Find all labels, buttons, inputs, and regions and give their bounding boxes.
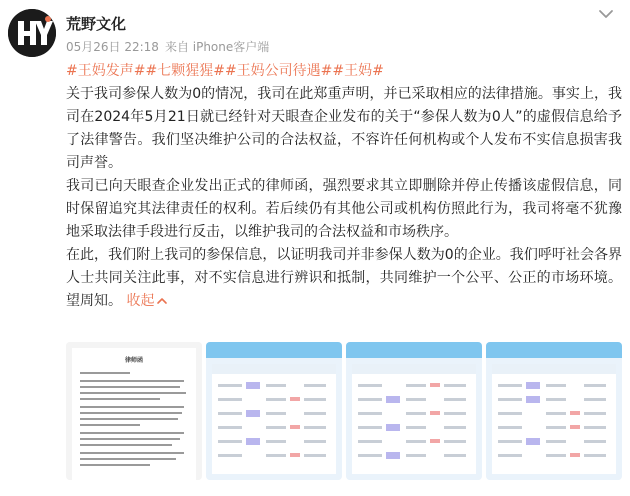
- post-paragraph: 关于我司参保人数为0的情况，我司在此郑重声明，并已采取相应的法律措施。事实上，我司在2024年5月21日就已经针对天眼查企业发布的关于“参保人数为0人”的虚假信息给予了法律警告。我们坚决维护公司的合法权益，不容许任何机构或个人发布不实信息损害我司声誉。: [66, 86, 622, 171]
- document-heading: 律师函: [124, 357, 144, 364]
- image-thumbnail-insurance-record[interactable]: [486, 342, 622, 480]
- chevron-up-icon: [156, 296, 168, 306]
- avatar[interactable]: [8, 9, 56, 57]
- post-date: 05月26日 22:18: [66, 40, 159, 54]
- post-source: 来自 iPhone客户端: [164, 40, 270, 54]
- author-name[interactable]: 荒野文化: [66, 15, 127, 33]
- hashtag-link[interactable]: #王妈发声#: [66, 63, 146, 79]
- post-content: [66, 60, 622, 313]
- more-options-button[interactable]: [594, 6, 618, 22]
- table-image-icon: [486, 342, 622, 480]
- document-image-icon: [66, 342, 202, 480]
- brand-logo-icon: [8, 9, 56, 57]
- hashtag-link[interactable]: #七颗猩猩#: [145, 63, 225, 79]
- collapse-button[interactable]: [126, 293, 168, 309]
- table-image-icon: [206, 342, 342, 480]
- hashtag-link[interactable]: #王妈公司待遇#: [224, 63, 333, 79]
- chevron-down-icon: [594, 6, 618, 22]
- image-thumbnail-lawyer-letter[interactable]: [66, 342, 202, 480]
- post-paragraph: 我司已向天眼查企业发出正式的律师函，强烈要求其立即删除并停止传播该虚假信息，同时保留追究其法律责任的权利。若后续仍有其他公司或机构仿照此行为，我司将毫不犹豫地采取法律手段进行反击，以维护我司的合法权益和市场秩序。: [66, 178, 622, 240]
- image-gallery: [66, 342, 622, 480]
- post-header: [0, 0, 630, 62]
- post-paragraph: [66, 244, 622, 313]
- image-thumbnail-insurance-record[interactable]: [346, 342, 482, 480]
- image-thumbnail-insurance-record[interactable]: [206, 342, 342, 480]
- table-image-icon: [346, 342, 482, 480]
- hashtag-link[interactable]: #王妈#: [332, 63, 384, 79]
- post-paragraph-text: 在此，我们附上我司的参保信息，以证明我司并非参保人数为0的企业。我们呼吁社会各界人士共同关注此事，对不实信息进行辨识和抵制，共同维护一个公平、公正的市场环境。望周知。: [66, 247, 622, 309]
- collapse-label: 收起: [126, 293, 155, 309]
- post-meta: [66, 38, 275, 55]
- hashtag-row: [66, 60, 622, 83]
